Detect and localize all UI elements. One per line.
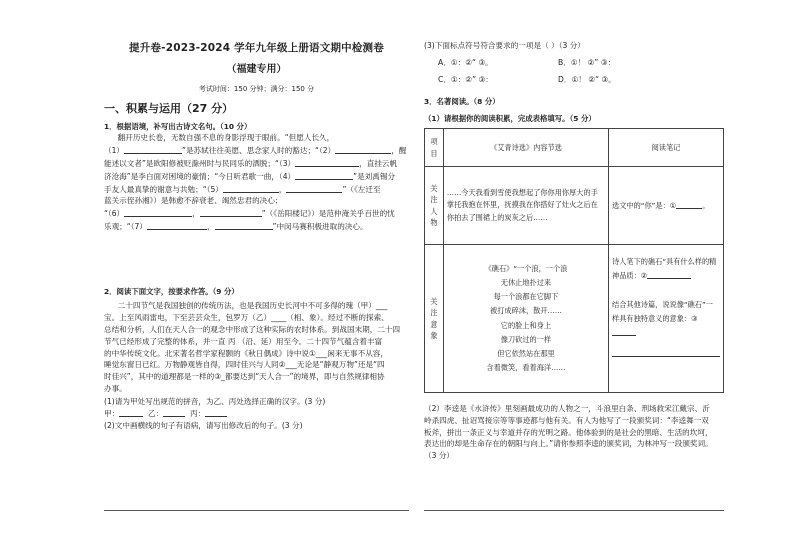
answer-bing[interactable] — [205, 407, 227, 417]
option-c[interactable]: C．①：②” ③： — [438, 74, 493, 84]
answer-blank-6b[interactable] — [200, 207, 262, 217]
answer-blank-table-3[interactable] — [612, 326, 636, 336]
q2-para-5: 的中华传统文化。北宋著名哲学家程颢的《秋日偶成》诗中说①___闲来无事不从容， — [104, 348, 388, 358]
poem-line: 无休止地扑过来 — [500, 278, 552, 288]
exam-title: 提升卷-2023-2024 学年九年级上册语文期中检测卷 — [129, 42, 384, 54]
q1-line-6: 蓝关示侄孙湘》）是韩愈不辞衰老、竭然忠君的决心； — [104, 196, 283, 206]
answer-blank-3[interactable] — [295, 157, 359, 167]
q2-para-2: 宝。上至风雨雷电，下至芸芸众生，包罗万（乙）____（相、象）。经过不断的探索、 — [104, 313, 389, 323]
poem-line: 含着微笑，看着海洋…… — [486, 362, 566, 372]
poem-line: 《礁石》“一个浪，一个浪 — [484, 264, 568, 274]
note-people: 选文中的“你”是：① 。 — [609, 167, 724, 245]
q2-para-3: 总结和分析，人们在天人合一的观念中形成了这种实际的农时体系。到战国末期，二十四 — [104, 325, 401, 334]
table-col-item: 项目 — [425, 129, 444, 167]
option-d[interactable]: D．①！ ②“ ③。 — [558, 74, 616, 84]
answer-blank-6a[interactable] — [124, 207, 192, 217]
poem-line: 像刀砍过的一样 — [500, 334, 552, 344]
question-3-title-block — [424, 96, 724, 107]
question-1-title: 1．根据语境，补写出古诗文名句。（10 分） — [104, 122, 252, 131]
q1-line-7: “（6） ， ”（《岳阳楼记》）是范仲淹关乎百世的忧 — [104, 209, 395, 219]
exam-info: 考试时间：150 分钟；满分：150 分 — [198, 85, 315, 93]
q1-line-3: 能述以文者”是欧阳修被贬滁州时与民同乐的洒脱；“（3） ，直挂云帆 — [104, 159, 398, 168]
answer-blank-1[interactable] — [124, 144, 182, 154]
table-col-excerpt: 《艾青诗选》内容节选 — [443, 129, 608, 167]
q2-sub-2: (2)文中画横线的句子有语病，请写出修改后的句子。(3 分) — [104, 421, 303, 431]
q3-options-row-2 — [424, 74, 724, 86]
q3-options-row-1 — [424, 57, 724, 69]
q3-sub-1-title: （1）请根据你的阅读积累，完成表格填写。（5 分） — [424, 114, 596, 123]
option-a[interactable]: A．①：②“ ③。 — [438, 57, 493, 67]
row-label-imagery: 关注意象 — [425, 245, 444, 393]
q2-para-1: 二十四节气是我国独创的传统历法，也是我国历史长河中不可多得的瑰（甲）___ — [117, 301, 388, 311]
answer-jia[interactable] — [119, 407, 143, 417]
question-3-title: 3．名著阅读。（8 分） — [424, 97, 500, 106]
poem-line: 每一个浪都在它脚下 — [493, 292, 559, 302]
table-row-people — [425, 167, 724, 245]
table-header-row — [425, 129, 724, 167]
note-imagery: 诗人笔下的礁石“具有什么样的精神品质：② 结合其他诗篇，说说像“礁石”一样具有独特意义的意象：③ — [609, 245, 724, 393]
answer-blank-2[interactable] — [335, 144, 391, 154]
q2-para-7: 时佳兴”，其中的道理都是一样的③_都要达到“天人合一”的境界，即与自然规律相协 — [104, 372, 385, 382]
answer-blank-5a[interactable] — [223, 183, 279, 193]
answer-blank-table-1[interactable] — [676, 199, 702, 209]
q1-line-2: （1） ”是苏轼往往美愿、思念家人时的豁达；“（2） ，醒 — [104, 146, 407, 156]
answer-blank-7a[interactable] — [147, 220, 207, 230]
table-col-notes: 阅读笔记 — [609, 129, 724, 167]
answer-line-table-3b[interactable] — [612, 347, 720, 357]
q2-sub-1-answers: 甲： 乙： 丙： — [104, 407, 409, 420]
q2-para-6: 睡觉东窗日已红。万物静观皆自得，四时佳兴与人同②___无论是“静观万物”还是“四 — [104, 360, 385, 370]
answer-blank-table-2[interactable] — [647, 269, 691, 279]
answer-line[interactable] — [424, 510, 724, 511]
question-2 — [104, 286, 409, 432]
poem-line: 但它依然站在那里 — [497, 348, 555, 358]
answer-blank-7b[interactable] — [215, 220, 273, 230]
row-label-people: 关注人物 — [425, 167, 444, 245]
reading-table — [424, 128, 724, 393]
excerpt-reef-poem — [443, 245, 608, 393]
q1-line-8: 乐观；“（7） ， ”中闵马赛积极进取的决心。 — [104, 221, 368, 231]
answer-line[interactable] — [104, 510, 409, 511]
poem-line: 它的脸上和身上 — [500, 320, 552, 330]
answer-yi[interactable] — [163, 407, 185, 417]
q2-sub-1: (1)请为甲处写出规范的拼音，为乙、丙处选择正确的汉字。(3 分) — [104, 396, 326, 406]
answer-blank-4[interactable] — [295, 170, 353, 180]
question-1 — [104, 121, 409, 233]
q3-sub-2: （2）李逵是《水浒传》里刻画最成功的人物之一，斗浪里白条、刑场救宋江戴宗、沂 岭杀四虎、扯诏骂接宗等等事迹都与他有关。有人为他写了一段颁奖词：“李逵舞一双 板斧，拼出一条正义与幸道并存的光明之路。他体验到的是社会的黑暗、生活的坎坷， 表达出的却是生命存在的朝阳与向上。”请你参照李逵的颁奖词，为林冲写一段颁奖词。 （3 分） — [424, 404, 713, 461]
q1-line-5: 手友人最真挚的谢意与共勉；“（5） ， ”（《左迁至 — [104, 184, 381, 194]
excerpt-snow: ……今天我看到雪使我想起了你你用你厚大的手掌托我抱在怀里，抚摸我在你搭好了灶火之后在你拍去了围裙上的炭灰之后…… — [443, 167, 608, 245]
q1-line-4: 济沧海”是李白面对困境的豪情；“今日听君歌一曲，（4） ”是刘禹锡分 — [104, 171, 396, 181]
question-2-3 — [424, 40, 724, 85]
section-heading: 一、积累与运用（27 分） — [104, 102, 234, 115]
poem-line: 被打成碎沫，散开…… — [490, 306, 562, 316]
table-row-imagery — [425, 245, 724, 393]
q3-title: (3)下面标点符号符合要求的一项是（ ）（3 分） — [424, 41, 585, 50]
q2-para-8: 办事。 — [104, 383, 127, 393]
question-2-title: 2．阅读下面文字，按要求作答。（9 分） — [104, 287, 239, 296]
option-b[interactable]: B．①！ ②” ③： — [558, 57, 616, 67]
answer-blank-5b[interactable] — [286, 183, 342, 193]
exam-subtitle: （福建专用） — [226, 64, 287, 75]
q2-para-4: 节气已经形成了完整的体系，并一直 丙 （沿、延）用至今。二十四节气蕴含着丰富 — [104, 336, 383, 346]
q1-line-1: 翻开历史长卷，无数自强不息的身影浮现于眼前。“但愿人长久， — [117, 133, 335, 143]
